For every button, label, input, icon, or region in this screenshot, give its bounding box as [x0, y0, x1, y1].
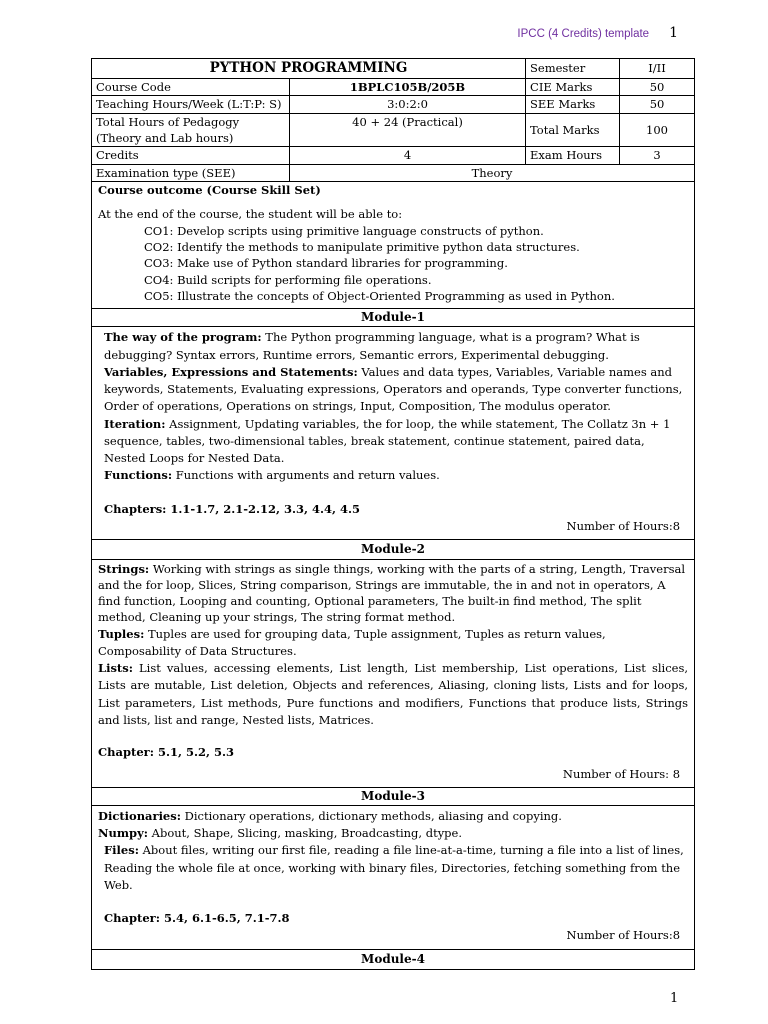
module-1-chapters: Chapters: 1.1-1.7, 2.1-2.12, 3.3, 4.4, 4.5	[104, 501, 361, 516]
pedagogy-label	[92, 113, 290, 147]
header-page-number: 1	[669, 25, 678, 41]
topic-text: Values and data types, Variables, Variable names and keywords, Statements, Evaluating expressions, Operators and operands, Type converter functions, Order of operations, Operations on strings, Input, Composition, The modulus operator.	[104, 364, 683, 414]
topic-text: About, Shape, Slicing, masking, Broadcasting, dtype.	[148, 826, 463, 841]
see-marks-label: SEE Marks	[526, 96, 620, 113]
module-3-topic	[98, 808, 688, 825]
module-2-hours: Number of Hours: 8	[562, 767, 681, 781]
course-code-row	[92, 79, 695, 96]
topic-label: Tuples:	[98, 626, 145, 641]
teaching-hours-label: Teaching Hours/Week (L:T:P: S)	[92, 96, 290, 113]
course-outcome-item: CO4: Build scripts for performing file operations.	[144, 272, 432, 287]
cie-marks-label: CIE Marks	[526, 79, 620, 96]
course-outcomes-list	[98, 223, 688, 305]
module-3-topic	[98, 825, 688, 842]
exam-type-value: Theory	[290, 164, 695, 181]
course-outcomes-heading: Course outcome (Course Skill Set)	[98, 183, 321, 198]
pedagogy-value: 40 + 24 (Practical)	[290, 113, 526, 147]
module-2-heading: Module-2	[92, 540, 695, 560]
module-3-heading-row	[92, 787, 695, 805]
course-outcome-item: CO2: Identify the methods to manipulate primitive python data structures.	[144, 240, 580, 255]
exam-type-label: Examination type (SEE)	[92, 164, 290, 181]
topic-label: Variables, Expressions and Statements:	[104, 364, 358, 379]
semester-value: I/II	[620, 59, 695, 79]
footer-page-number: 1	[670, 991, 679, 1006]
module-3-heading: Module-3	[92, 787, 695, 805]
page-header	[517, 24, 678, 44]
course-code-label: Course Code	[92, 79, 290, 96]
course-outcome-item: CO5: Illustrate the concepts of Object-Oriented Programming as used in Python.	[144, 289, 615, 304]
course-outcomes-cell	[92, 182, 695, 309]
syllabus-table	[91, 58, 695, 970]
module-2-chapters: Chapter: 5.1, 5.2, 5.3	[98, 745, 234, 760]
credits-value: 4	[290, 147, 526, 164]
topic-text: Tuples are used for grouping data, Tuple assignment, Tuples as return values, Composability of Data Structures.	[98, 626, 606, 658]
topic-label: Numpy:	[98, 826, 149, 841]
module-3-content	[92, 805, 695, 949]
module-1-hours: Number of Hours:8	[566, 518, 681, 533]
module-3-content-row	[92, 805, 695, 949]
topic-label: Lists:	[98, 661, 133, 676]
total-marks-value: 100	[620, 113, 695, 147]
module-2-content-row	[92, 560, 695, 788]
teaching-hours-row	[92, 96, 695, 113]
pedagogy-label-line-1: Total Hours of Pedagogy	[96, 114, 240, 129]
exam-hours-label: Exam Hours	[526, 147, 620, 164]
semester-label: Semester	[526, 59, 620, 79]
module-2-topic	[98, 626, 688, 661]
course-title: PYTHON PROGRAMMING	[92, 59, 526, 79]
total-marks-label: Total Marks	[526, 113, 620, 147]
module-2-topic	[98, 562, 688, 625]
see-marks-value: 50	[620, 96, 695, 113]
course-outcome-item: CO3: Make use of Python standard libraries for programming.	[144, 256, 508, 271]
module-2-heading-row	[92, 540, 695, 560]
module-2-content	[92, 560, 695, 788]
module-1-topic	[98, 467, 688, 484]
topic-text: List values, accessing elements, List length, List membership, List operations, List slices, Lists are mutable, List deletion, Objects and references, Aliasing, cloning lists, Lists and for loops, List parameters, List methods, Pure functions and modifiers, Functions that produce lists, Strings and lists, list and range, Nested lists, Matrices.	[98, 661, 689, 727]
topic-text: About files, writing our first file, reading a file line-at-a-time, turning a file into a list of lines, Reading the whole file at once, working with binary files, Directories, fetching something from the Web.	[104, 843, 684, 892]
module-1-heading-row	[92, 309, 695, 327]
module-2-topic	[98, 660, 688, 729]
topic-label: Strings:	[98, 562, 150, 577]
topic-label: Functions:	[104, 468, 173, 483]
module-3-chapters: Chapter: 5.4, 6.1-6.5, 7.1-7.8	[104, 911, 290, 926]
topic-label: Files:	[104, 843, 139, 858]
module-1-heading: Module-1	[92, 309, 695, 327]
topic-label: Iteration:	[104, 416, 166, 431]
credits-label: Credits	[92, 147, 290, 164]
module-1-content	[92, 327, 695, 540]
module-1-topic	[98, 329, 688, 364]
module-1-content-row	[92, 327, 695, 540]
topic-text: The Python programming language, what is a program? What is debugging? Syntax errors, Runtime errors, Semantic errors, Experimental debugging.	[104, 330, 640, 362]
exam-type-row	[92, 164, 695, 181]
course-outcomes-row	[92, 182, 695, 309]
course-code-value: 1BPLC105B/205B	[290, 79, 526, 96]
module-3-topic	[98, 842, 688, 894]
module-1-topic	[98, 416, 688, 468]
cie-marks-value: 50	[620, 79, 695, 96]
topic-text: Working with strings as single things, working with the parts of a string, Length, Traversal and the for loop, Slices, String comparison, Strings are immutable, the in and not in operators, A find function, Looping and counting, Optional parameters, The built-in find method, The split method, Cleaning up your strings, The string format method.	[98, 562, 686, 624]
course-outcome-item: CO1: Develop scripts using primitive language constructs of python.	[144, 223, 544, 238]
course-outcomes-intro: At the end of the course, the student will be able to:	[98, 207, 403, 222]
topic-text: Dictionary operations, dictionary methods, aliasing and copying.	[180, 808, 562, 823]
title-row	[92, 59, 695, 79]
pedagogy-label-line-2: (Theory and Lab hours)	[96, 131, 234, 146]
topic-label: The way of the program:	[104, 330, 262, 345]
template-label: IPCC (4 Credits) template	[517, 28, 650, 40]
teaching-hours-value: 3:0:2:0	[290, 96, 526, 113]
module-1-topic	[98, 364, 688, 416]
pedagogy-row	[92, 113, 695, 147]
topic-text: Assignment, Updating variables, the for loop, the while statement, The Collatz 3n + 1 sequence, tables, two-dimensional tables, break statement, continue statement, paired data, Nested Loops for Nested Data.	[104, 416, 671, 466]
topic-label: Dictionaries:	[98, 808, 181, 823]
module-4-heading-row	[92, 949, 695, 969]
module-3-hours: Number of Hours:8	[566, 928, 681, 943]
credits-row	[92, 147, 695, 164]
exam-hours-value: 3	[620, 147, 695, 164]
topic-text: Functions with arguments and return values.	[172, 468, 440, 483]
module-4-heading: Module-4	[92, 949, 695, 969]
